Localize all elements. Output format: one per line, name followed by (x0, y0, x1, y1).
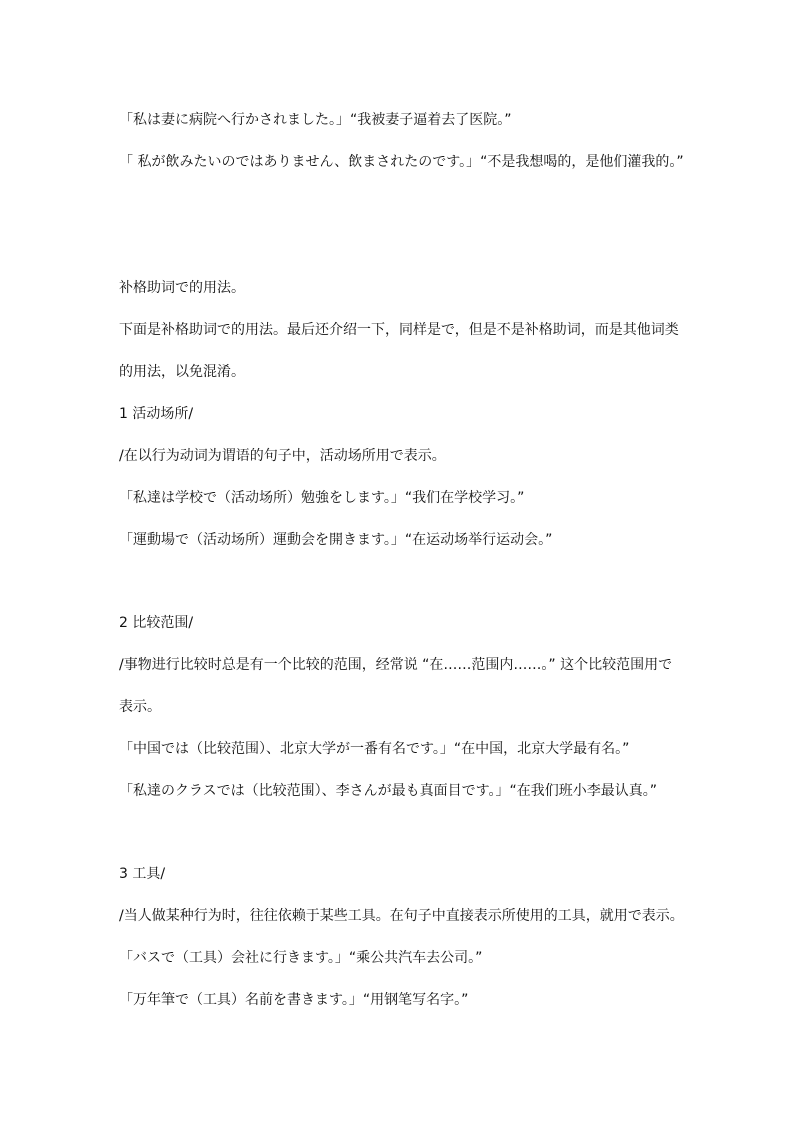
intro-paragraph-line-1: 下面是补格助词で的用法。最后还介绍一下，同样是で，但是不是补格助词，而是其他词类 (119, 322, 679, 338)
intro-paragraph-line-2: 的用法，以免混淆。 (119, 364, 245, 380)
item-heading-3: 3 工具/ (119, 866, 166, 882)
item-1-description: /在以行为动词为谓语的句子中，活动场所用で表示。 (119, 448, 446, 464)
item-1-example-1: 「私達は学校で（活动场所）勉強をします。」“我们在学校学习。” (119, 490, 525, 506)
item-3-example-1: 「バスで（工具）会社に行きます。」“乘公共汽车去公司。” (119, 950, 483, 966)
item-2-description-line-1: /事物进行比较时总是有一个比较的范围，经常说 “在……范围内……。” 这个比较范围用で (119, 657, 673, 673)
example-line-passive-2: 「 私が飲みたいのではありません、飲まされたのです。」“不是我想喝的，是他们灌我的。” (119, 154, 684, 170)
item-3-description: /当人做某种行为时，往往依赖于某些工具。在句子中直接表示所使用的工具，就用で表示。 (119, 908, 684, 924)
item-2-description-line-2: 表示。 (119, 699, 161, 715)
item-heading-1: 1 活动场所/ (119, 406, 194, 422)
section-heading: 补格助词で的用法。 (119, 280, 245, 296)
item-2-example-2: 「私達のクラスでは（比较范围）、李さんが最も真面目です。」“在我们班小李最认真。” (119, 783, 657, 799)
item-2-example-1: 「中国では（比较范围）、北京大学が一番有名です。」“在中国，北京大学最有名。” (119, 741, 630, 757)
item-3-example-2: 「万年筆で（工具）名前を書きます。」“用钢笔写名字。” (119, 992, 469, 1008)
example-line-passive-1: 「私は妻に病院へ行かされました。」“我被妻子逼着去了医院。” (119, 112, 512, 128)
item-1-example-2: 「運動場で（活动场所）運動会を開きます。」“在运动场举行运动会。” (119, 532, 553, 548)
item-heading-2: 2 比较范围/ (119, 615, 194, 631)
